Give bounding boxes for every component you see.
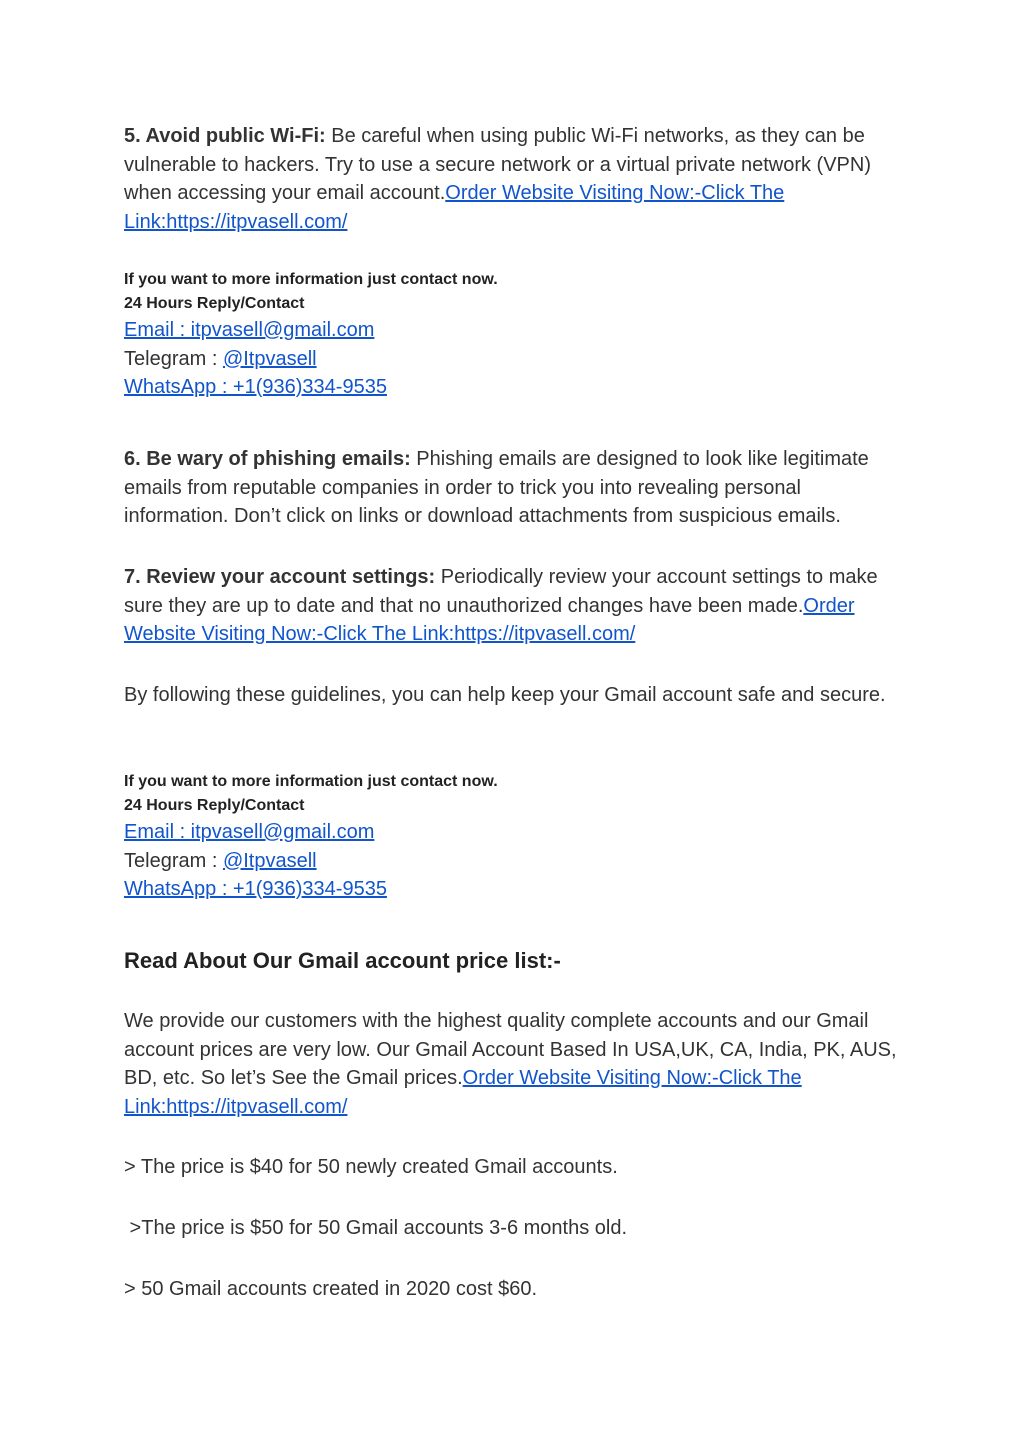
conclusion-paragraph	[124, 681, 904, 710]
order-website-link[interactable]: Order Website Visiting Now:-Click The Link:https://itpvasell.com/	[124, 594, 855, 645]
contact-intro: If you want to more information just contact now.	[124, 773, 498, 790]
telegram-link[interactable]: @Itpvasell	[222, 347, 317, 370]
whatsapp-link[interactable]: WhatsApp : +1(936)334-9535	[124, 376, 387, 398]
price-item-2: >The price is $50 for 50 Gmail accounts 3-6 months old.	[124, 1217, 628, 1239]
order-website-link[interactable]: Order Website Visiting Now:-Click The Link:https://itpvasell.com/	[124, 1067, 802, 1118]
price-intro-paragraph	[124, 1007, 904, 1121]
price-intro-text: We provide our customers with the highest quality complete accounts and our Gmail account prices are very low. Our Gmail Account Based In USA,UK, CA, India, PK, AUS, BD, etc. So let’s See the Gmail prices.	[124, 1010, 897, 1089]
tip-5-paragraph	[124, 122, 904, 236]
contact-block-2	[124, 770, 904, 904]
tip-6-heading: 6. Be wary of phishing emails:	[124, 448, 411, 470]
contact-hours: 24 Hours Reply/Contact	[124, 295, 305, 312]
telegram-label: Telegram :	[124, 347, 223, 370]
tip-7-heading: 7. Review your account settings:	[124, 566, 436, 588]
whatsapp-link[interactable]: WhatsApp : +1(936)334-9535	[124, 878, 387, 900]
telegram-link[interactable]: @Itpvasell	[222, 849, 317, 872]
tip-6-text: Phishing emails are designed to look like legitimate emails from reputable companies in order to trick you into revealing personal information. Don’t click on links or download attachments from suspicious emails.	[124, 448, 869, 527]
contact-intro: If you want to more information just contact now.	[124, 271, 498, 288]
tip-6-paragraph	[124, 445, 904, 531]
conclusion-text: By following these guidelines, you can help keep your Gmail account safe and secure.	[124, 684, 886, 706]
tip-5-text: Be careful when using public Wi-Fi networks, as they can be vulnerable to hackers. Try to use a secure network or a virtual private network (VPN) when accessing your email account.	[124, 125, 871, 204]
email-link[interactable]: Email : itpvasell@gmail.com	[124, 821, 375, 843]
email-link[interactable]: Email : itpvasell@gmail.com	[124, 319, 375, 341]
price-item-3: > 50 Gmail accounts created in 2020 cost $60.	[124, 1278, 538, 1300]
tip-7-paragraph	[124, 563, 904, 649]
price-list-heading: Read About Our Gmail account price list:-	[124, 948, 561, 973]
order-website-link[interactable]: Order Website Visiting Now:-Click The Link:https://itpvasell.com/	[124, 182, 785, 233]
tip-7-text: Periodically review your account settings to make sure they are up to date and that no unauthorized changes have been made.	[124, 566, 878, 617]
telegram-label: Telegram :	[124, 849, 223, 872]
contact-block-1	[124, 268, 904, 402]
tip-5-heading: 5. Avoid public Wi-Fi:	[124, 125, 326, 147]
price-item-1: > The price is $40 for 50 newly created Gmail accounts.	[124, 1156, 618, 1178]
contact-hours: 24 Hours Reply/Contact	[124, 797, 305, 814]
